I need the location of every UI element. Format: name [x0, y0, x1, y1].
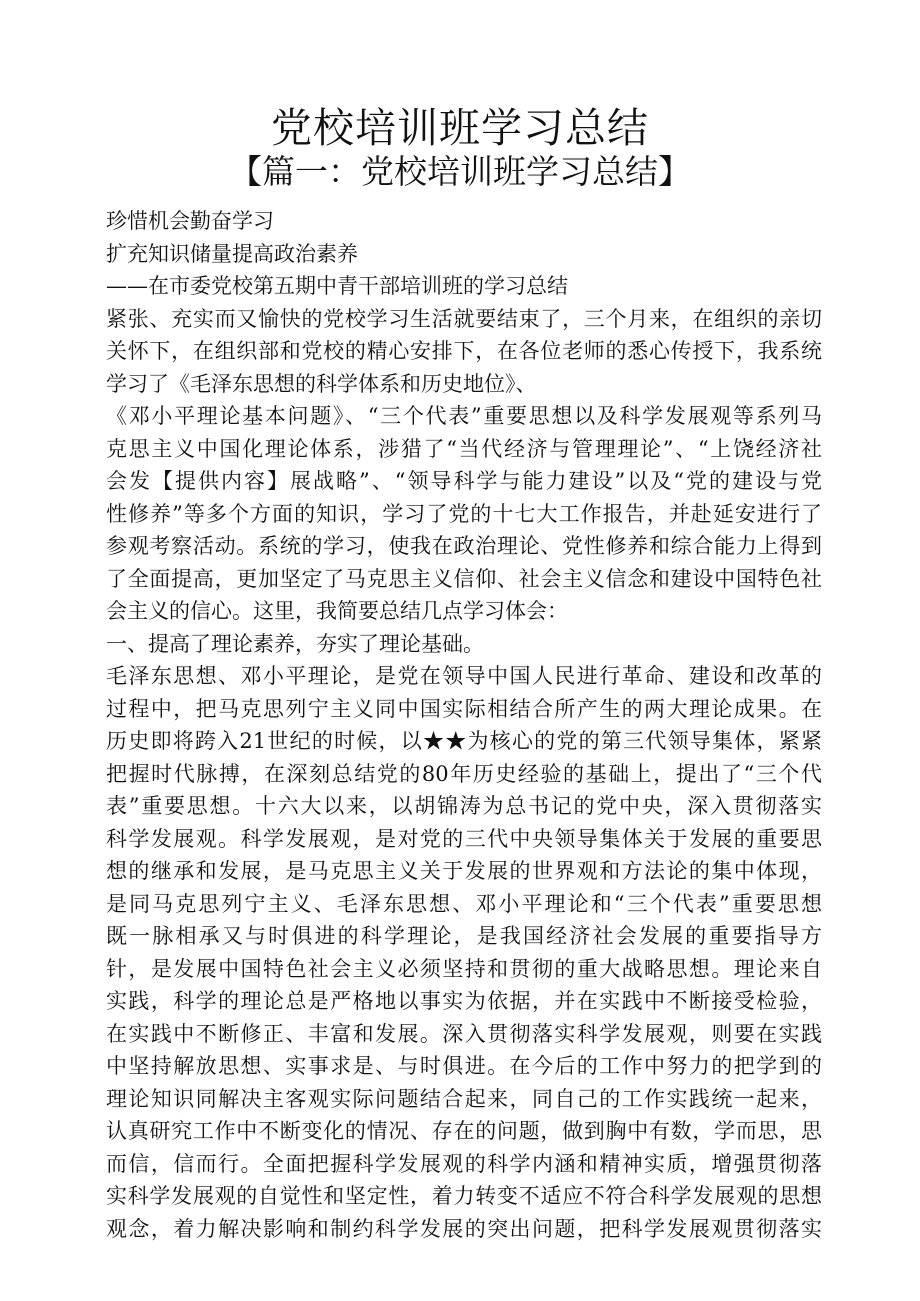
text-line: 历史即将跨入21世纪的时候，以★★为核心的党的第三代领导集体，紧紧: [106, 729, 822, 753]
document-body: [106, 205, 822, 1245]
text-line: 《邓小平理论基本问题》、“三个代表”重要思想以及科学发展观等系列马: [106, 404, 822, 428]
text-line: 了全面提高，更加坚定了马克思主义信仰、社会主义信念和建设中国特色社: [106, 566, 822, 591]
heading-line: 珍惜机会勤奋学习: [106, 209, 274, 233]
text-line: 理论知识同解决主客观实际问题结合起来，同自己的工作实践统一起来，: [106, 1086, 822, 1111]
text-line: 认真研究工作中不断变化的情况、存在的问题，做到胸中有数，学而思，思: [106, 1119, 822, 1143]
text-line: 针，是发展中国特色社会主义必须坚持和贯彻的重大战略思想。理论来自: [106, 956, 822, 981]
text-line: 紧张、充实而又愉快的党校学习生活就要结束了，三个月来，在组织的亲切: [106, 306, 822, 331]
heading-line: 扩充知识储量提高政治素养: [106, 241, 358, 266]
text-line: 科学发展观。科学发展观，是对党的三代中央领导集体关于发展的重要思: [106, 826, 822, 851]
text-line: 性修养”等多个方面的知识，学习了党的十七大工作报告，并赴延安进行了: [106, 501, 822, 526]
text-line: 把握时代脉搏，在深刻总结党的80年历史经验的基础上，提出了“三个代: [106, 761, 822, 786]
text-line: 过程中，把马克思列宁主义同中国实际相结合所产生的两大理论成果。在: [106, 696, 822, 721]
text-line: 会主义的信心。这里，我简要总结几点学习体会：: [106, 599, 568, 623]
text-line: 中坚持解放思想、实事求是、与时俱进。在今后的工作中努力的把学到的: [106, 1054, 822, 1078]
text-line: 在实践中不断修正、丰富和发展。深入贯彻落实科学发展观，则要在实践: [106, 1021, 822, 1046]
text-line: 表”重要思想。十六大以来，以胡锦涛为总书记的党中央，深入贯彻落实: [106, 794, 822, 818]
text-line: 实科学发展观的自觉性和坚定性，着力转变不适应不符合科学发展观的思想: [106, 1184, 822, 1208]
text-line: 是同马克思列宁主义、毛泽东思想、邓小平理论和“三个代表”重要思想: [106, 891, 822, 916]
text-line: 毛泽东思想、邓小平理论，是党在领导中国人民进行革命、建设和改革的: [106, 664, 822, 688]
text-line: 实践，科学的理论总是严格地以事实为依据，并在实践中不断接受检验，: [106, 989, 822, 1013]
text-line: 而信，信而行。全面把握科学发展观的科学内涵和精神实质，增强贯彻落: [106, 1151, 822, 1176]
text-line: 观念，着力解决影响和制约科学发展的突出问题，把科学发展观贯彻落实: [106, 1216, 822, 1241]
text-line: 学习了《毛泽东思想的科学体系和历史地位》、: [106, 371, 537, 396]
heading-line: ——在市委党校第五期中青干部培训班的学习总结: [106, 274, 568, 298]
text-line: 参观考察活动。系统的学习，使我在政治理论、党性修养和综合能力上得到: [106, 534, 822, 558]
text-line: 关怀下，在组织部和党校的精心安排下，在各位老师的悉心传授下，我系统: [106, 339, 822, 363]
text-line: 会发【提供内容】展战略”、“领导科学与能力建设”以及“党的建设与党: [106, 469, 822, 493]
document-title: 党校培训班学习总结: [271, 104, 649, 152]
text-line: 克思主义中国化理论体系，涉猎了“当代经济与管理理论”、“上饶经济社: [106, 436, 822, 461]
text-line: 既一脉相承又与时俱进的科学理论，是我国经济社会发展的重要指导方: [106, 924, 822, 948]
text-line: 想的继承和发展，是马克思主义关于发展的世界观和方法论的集中体现，: [106, 859, 822, 883]
section-heading: 一、提高了理论素养，夯实了理论基础。: [106, 631, 484, 656]
document-subtitle: 【篇一：党校培训班学习总结】: [229, 152, 691, 191]
